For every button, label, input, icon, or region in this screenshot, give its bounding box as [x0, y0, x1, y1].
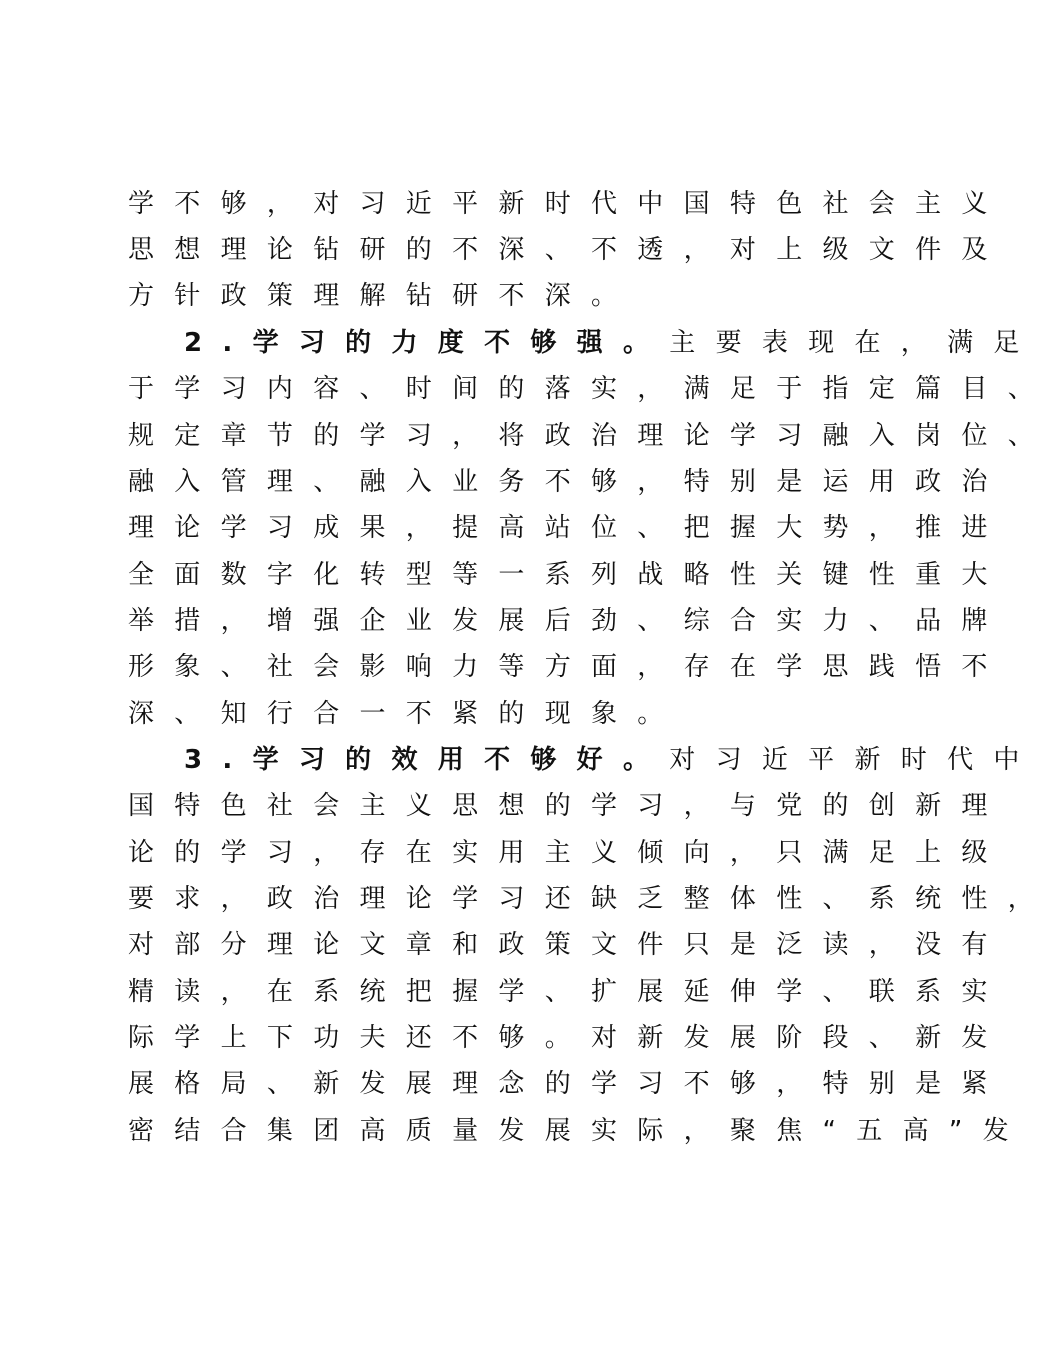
paragraph-3-first-text: 对习近平新时代中: [669, 745, 1040, 775]
text-line: 举措，增强企业发展后劲、综合实力、品牌: [128, 606, 1008, 636]
text-line: 展格局、新发展理念的学习不够，特别是紧: [128, 1069, 1008, 1099]
paragraph-2-first-line: [184, 323, 1040, 363]
paragraph-3-heading: 3.学习的效用不够好。: [184, 745, 670, 775]
text-line: 思想理论钻研的不深、不透，对上级文件及: [128, 235, 1008, 265]
paragraph-3-first-line: [184, 740, 1040, 780]
text-line: 要求，政治理论学习还缺乏整体性、系统性，: [128, 884, 1054, 914]
text-line: 密结合集团高质量发展实际，聚焦“五高”发: [128, 1116, 1029, 1146]
text-line: 际学上下功夫还不够。对新发展阶段、新发: [128, 1023, 1008, 1053]
text-line: 论的学习，存在实用主义倾向，只满足上级: [128, 838, 1008, 868]
text-line: 学不够，对习近平新时代中国特色社会主义: [128, 189, 1008, 219]
paragraph-2-heading: 2.学习的力度不够强。: [184, 328, 670, 358]
paragraph-2-first-text: 主要表现在，满足: [669, 328, 1040, 358]
text-line: 于学习内容、时间的落实，满足于指定篇目、: [128, 374, 1054, 404]
text-line: 深、知行合一不紧的现象。: [128, 699, 684, 729]
text-line: 方针政策理解钻研不深。: [128, 281, 638, 311]
text-line: 规定章节的学习，将政治理论学习融入岗位、: [128, 421, 1054, 451]
text-line: 形象、社会影响力等方面，存在学思践悟不: [128, 652, 1008, 682]
text-line: 融入管理、融入业务不够，特别是运用政治: [128, 467, 1008, 497]
text-line: 精读，在系统把握学、扩展延伸学、联系实: [128, 977, 1008, 1007]
text-line: 对部分理论文章和政策文件只是泛读，没有: [128, 930, 1008, 960]
text-line: 理论学习成果，提高站位、把握大势，推进: [128, 513, 1008, 543]
text-line: 国特色社会主义思想的学习，与党的创新理: [128, 791, 1008, 821]
text-line: 全面数字化转型等一系列战略性关键性重大: [128, 560, 1008, 590]
